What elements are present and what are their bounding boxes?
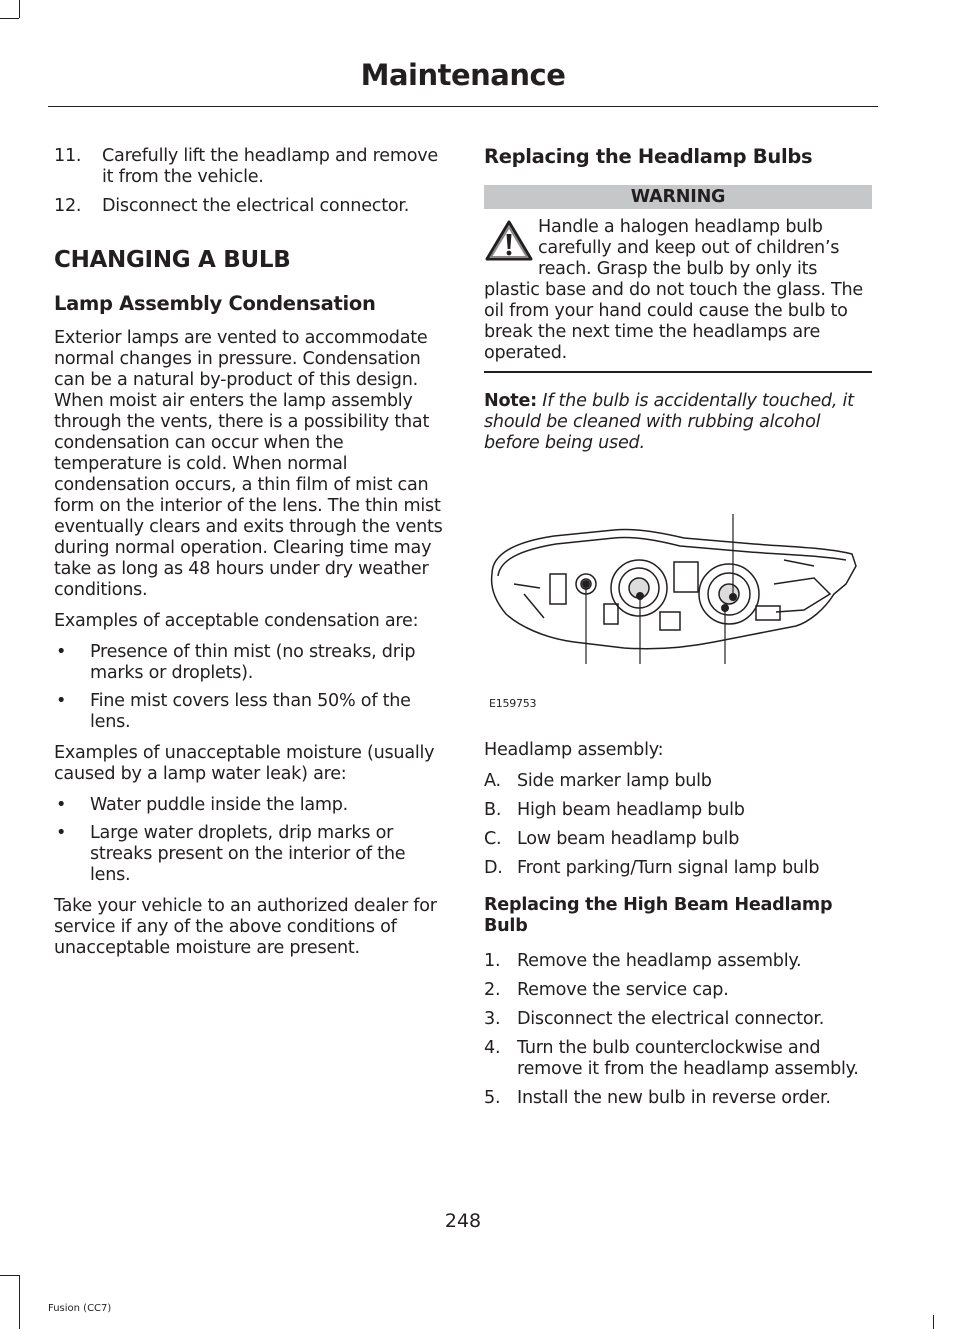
dealer-paragraph: Take your vehicle to an authorized dealer for service if any of the above conditions of unacceptable moisture are present. bbox=[54, 896, 437, 958]
procedure-steps bbox=[484, 951, 872, 1109]
acceptable-list bbox=[54, 642, 444, 733]
figure-caption: Headlamp assembly: bbox=[484, 740, 664, 760]
legend-item: C. Low beam headlamp bulb bbox=[484, 829, 740, 849]
crop-mark bbox=[0, 1275, 19, 1276]
section-heading: CHANGING A BULB bbox=[54, 247, 291, 273]
acceptable-intro: Examples of acceptable condensation are: bbox=[54, 611, 419, 631]
list-item: 4. Turn the bulb counterclockwise and remove it from the headlamp assembly. bbox=[484, 1038, 859, 1079]
note-text: If the bulb is accidentally touched, it should be cleaned with rubbing alcohol before being used. bbox=[484, 391, 854, 453]
subsection-heading: Replacing the Headlamp Bulbs bbox=[484, 145, 813, 168]
page-title: Maintenance bbox=[360, 58, 566, 92]
procedure-heading: Replacing the High Beam Headlamp Bulb bbox=[484, 895, 833, 936]
list-item: 12. Disconnect the electrical connector. bbox=[54, 196, 410, 216]
bullet-icon: • bbox=[56, 642, 67, 662]
crop-mark bbox=[0, 18, 19, 19]
figure-legend bbox=[484, 771, 872, 879]
list-item: 5. Install the new bulb in reverse order. bbox=[484, 1088, 831, 1108]
warning-divider bbox=[484, 371, 872, 373]
crop-mark bbox=[933, 1315, 934, 1329]
legend-item: A. Side marker lamp bulb bbox=[484, 771, 712, 791]
list-item: 2. Remove the service cap. bbox=[484, 980, 729, 1000]
list-item: • Large water droplets, drip marks or streaks present on the interior of the lens. bbox=[56, 823, 406, 885]
unacceptable-intro: Examples of unacceptable moisture (usually caused by a lamp water leak) are: bbox=[54, 743, 435, 784]
headlamp-assembly-illustration bbox=[484, 514, 872, 714]
list-item: • Fine mist covers less than 50% of the lens. bbox=[56, 691, 411, 732]
list-item: 1. Remove the headlamp assembly. bbox=[484, 951, 802, 971]
condensation-paragraph: Exterior lamps are vented to accommodate normal changes in pressure. Condensation can be a natural by-product of this design. When moist air enters the lamp assembly through the vents, there is a possibility that condensation can occur when the temperature is cold. When normal condensation occurs, a thin film of mist can form on the interior of the lens. The thin mist eventually clears and exits through the vents during normal operation. Clearing time may take as long as 48 hours under dry weather conditions. bbox=[54, 328, 443, 600]
legend-item: B. High beam headlamp bulb bbox=[484, 800, 745, 820]
note-label: Note: bbox=[484, 391, 537, 411]
warning-banner: WARNING bbox=[484, 185, 872, 209]
unacceptable-list bbox=[54, 795, 444, 886]
right-column bbox=[484, 146, 872, 1117]
warning-box bbox=[484, 217, 872, 364]
crop-mark bbox=[19, 1275, 20, 1329]
list-item: 11. Carefully lift the headlamp and remove it from the vehicle. bbox=[54, 146, 438, 187]
list-item: 3. Disconnect the electrical connector. bbox=[484, 1009, 825, 1029]
bullet-icon: • bbox=[56, 823, 67, 843]
list-item: • Presence of thin mist (no streaks, drip marks or droplets). bbox=[56, 642, 416, 683]
headlamp-figure bbox=[484, 514, 872, 714]
header-divider bbox=[48, 106, 878, 107]
warning-text: Handle a halogen headlamp bulb carefully and keep out of children’s reach. Grasp the bulb by only its plastic base and do not touch the glass. The oil from your hand could cause the bulb to break the next time the headlamps are operated. bbox=[484, 217, 863, 363]
bullet-icon: • bbox=[56, 795, 67, 815]
subsection-heading: Lamp Assembly Condensation bbox=[54, 292, 376, 315]
crop-mark bbox=[19, 0, 20, 18]
list-item: • Water puddle inside the lamp. bbox=[56, 795, 349, 815]
removal-steps bbox=[54, 146, 444, 217]
bullet-icon: • bbox=[56, 691, 67, 711]
legend-item: D. Front parking/Turn signal lamp bulb bbox=[484, 858, 820, 878]
footer-model: Fusion (CC7) bbox=[48, 1303, 112, 1314]
warning-triangle-icon bbox=[484, 219, 534, 263]
figure-code: E159753 bbox=[489, 697, 537, 710]
note bbox=[484, 391, 872, 454]
page-number: 248 bbox=[444, 1210, 482, 1232]
left-column bbox=[54, 146, 444, 969]
